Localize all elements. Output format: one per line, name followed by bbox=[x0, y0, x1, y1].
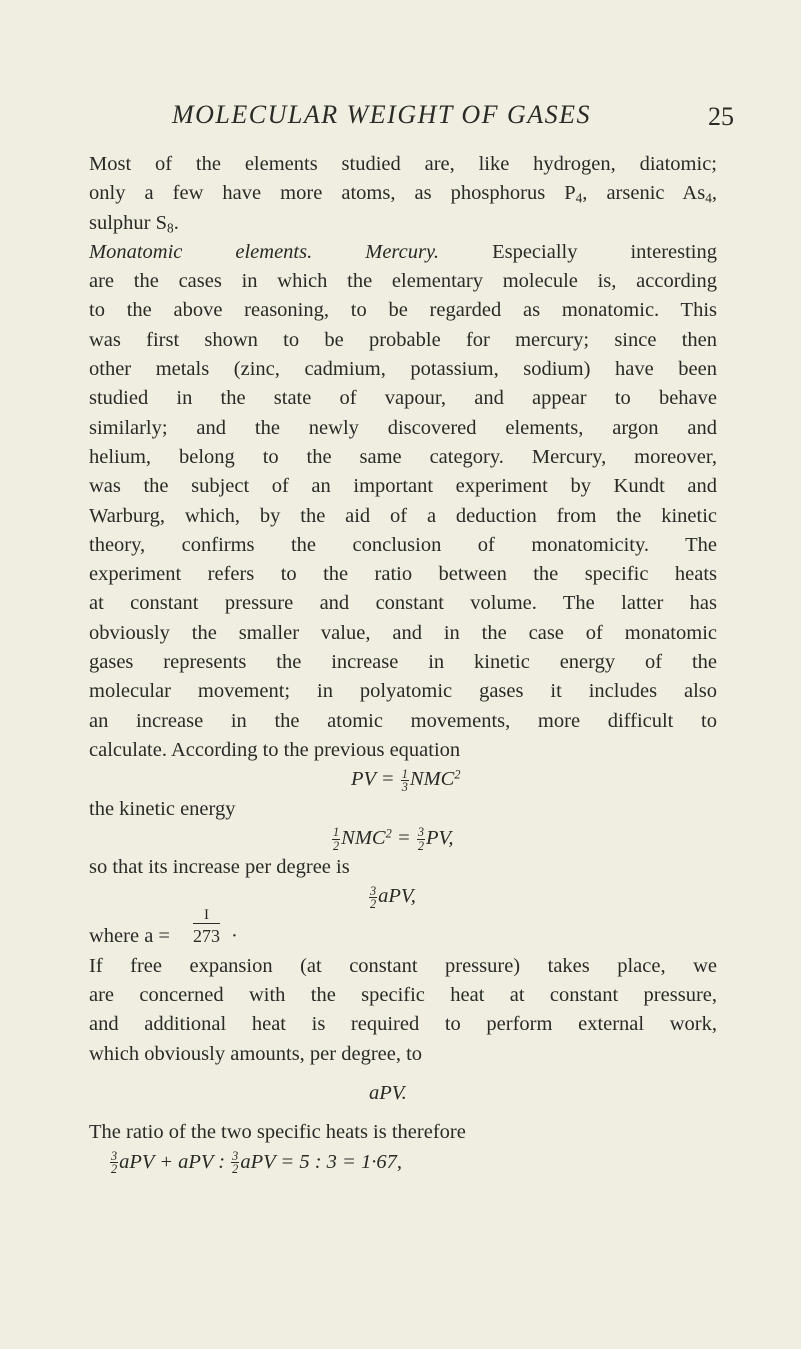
paragraph-line: and additional heat is required to perform external work, bbox=[89, 1013, 717, 1036]
page-header bbox=[0, 100, 801, 140]
paragraph-line: was first shown to be probable for mercury; since then bbox=[89, 328, 717, 351]
paragraph-line: only a few have more atoms, as phosphorus $P_4$, arsenic $As_4$, bbox=[89, 182, 717, 206]
heading-monatomic: Monatomic elements. bbox=[89, 240, 313, 263]
paragraph-line: are concerned with the specific heat at constant pressure, bbox=[89, 984, 717, 1007]
section-heading-line: Monatomic elements. Mercury. Especially interesting bbox=[89, 240, 718, 263]
paragraph-line: an increase in the atomic movements, more difficult to bbox=[89, 709, 717, 732]
paragraph-line: which obviously amounts, per degree, to bbox=[89, 1042, 423, 1065]
paragraph-line: obviously the smaller value, and in the case of monatomic bbox=[89, 621, 717, 644]
paragraph-line: helium, belong to the same category. Mercury, moreover, bbox=[89, 445, 717, 468]
page-number: 25 bbox=[708, 102, 734, 131]
paragraph-line: sulphur $S_8$. bbox=[89, 211, 179, 235]
paragraph-line: are the cases in which the elementary molecule is, according bbox=[89, 270, 717, 293]
paragraph-line: other metals (zinc, cadmium, potassium, sodium) have been bbox=[89, 358, 717, 381]
heading-mercury: Mercury. bbox=[365, 240, 440, 263]
kinetic-energy-label: the kinetic energy bbox=[89, 797, 236, 820]
paragraph-line: experiment refers to the ratio between the specific heats bbox=[89, 563, 717, 586]
paragraph-line: so that its increase per degree is bbox=[89, 856, 350, 879]
running-title: MOLECULAR WEIGHT OF GASES bbox=[172, 100, 592, 129]
equation-ratio: $\frac{3}{2}$ aPV + aPV : $\frac{3}{2}$ aPV = 5 : 3 = 1·67, bbox=[111, 1149, 402, 1177]
paragraph-line: theory, confirms the conclusion of monatomicity. The bbox=[89, 533, 717, 556]
equation-increase: $\frac{3}{2}$ aPV, bbox=[370, 883, 416, 912]
paragraph-line: similarly; and the newly discovered elements, argon and bbox=[89, 416, 717, 439]
where-definition: where a = I 273 · bbox=[89, 906, 238, 947]
equation-kinetic-energy: $\frac{1}{2}$ $NMC^2$ = $\frac{3}{2}$ PV, bbox=[333, 825, 454, 853]
paragraph-line: studied in the state of vapour, and appear to behave bbox=[89, 387, 717, 410]
paragraph-line: Most of the elements studied are, like hydrogen, diatomic; bbox=[89, 153, 717, 175]
paragraph-line: The ratio of the two specific heats is therefore bbox=[89, 1121, 466, 1144]
paragraph-line: at constant pressure and constant volume. The latter has bbox=[89, 592, 717, 615]
paragraph-line: to the above reasoning, to be regarded as monatomic. This bbox=[89, 299, 717, 322]
equation-apv: aPV. bbox=[369, 1081, 407, 1104]
equation-pv: PV = $\frac{1}{3}$ NMC$^2$ bbox=[351, 766, 461, 795]
paragraph-line: was the subject of an important experiment by Kundt and bbox=[89, 475, 717, 498]
paragraph-line: molecular movement; in polyatomic gases it includes also bbox=[89, 680, 717, 703]
paragraph-line: calculate. According to the previous equation bbox=[89, 738, 461, 761]
paragraph-line: If free expansion (at constant pressure) takes place, we bbox=[89, 954, 717, 977]
body-text bbox=[89, 150, 717, 1177]
paragraph-line: gases represents the increase in kinetic energy of the bbox=[89, 651, 717, 674]
paragraph-line: Warburg, which, by the aid of a deduction from the kinetic bbox=[89, 504, 717, 527]
